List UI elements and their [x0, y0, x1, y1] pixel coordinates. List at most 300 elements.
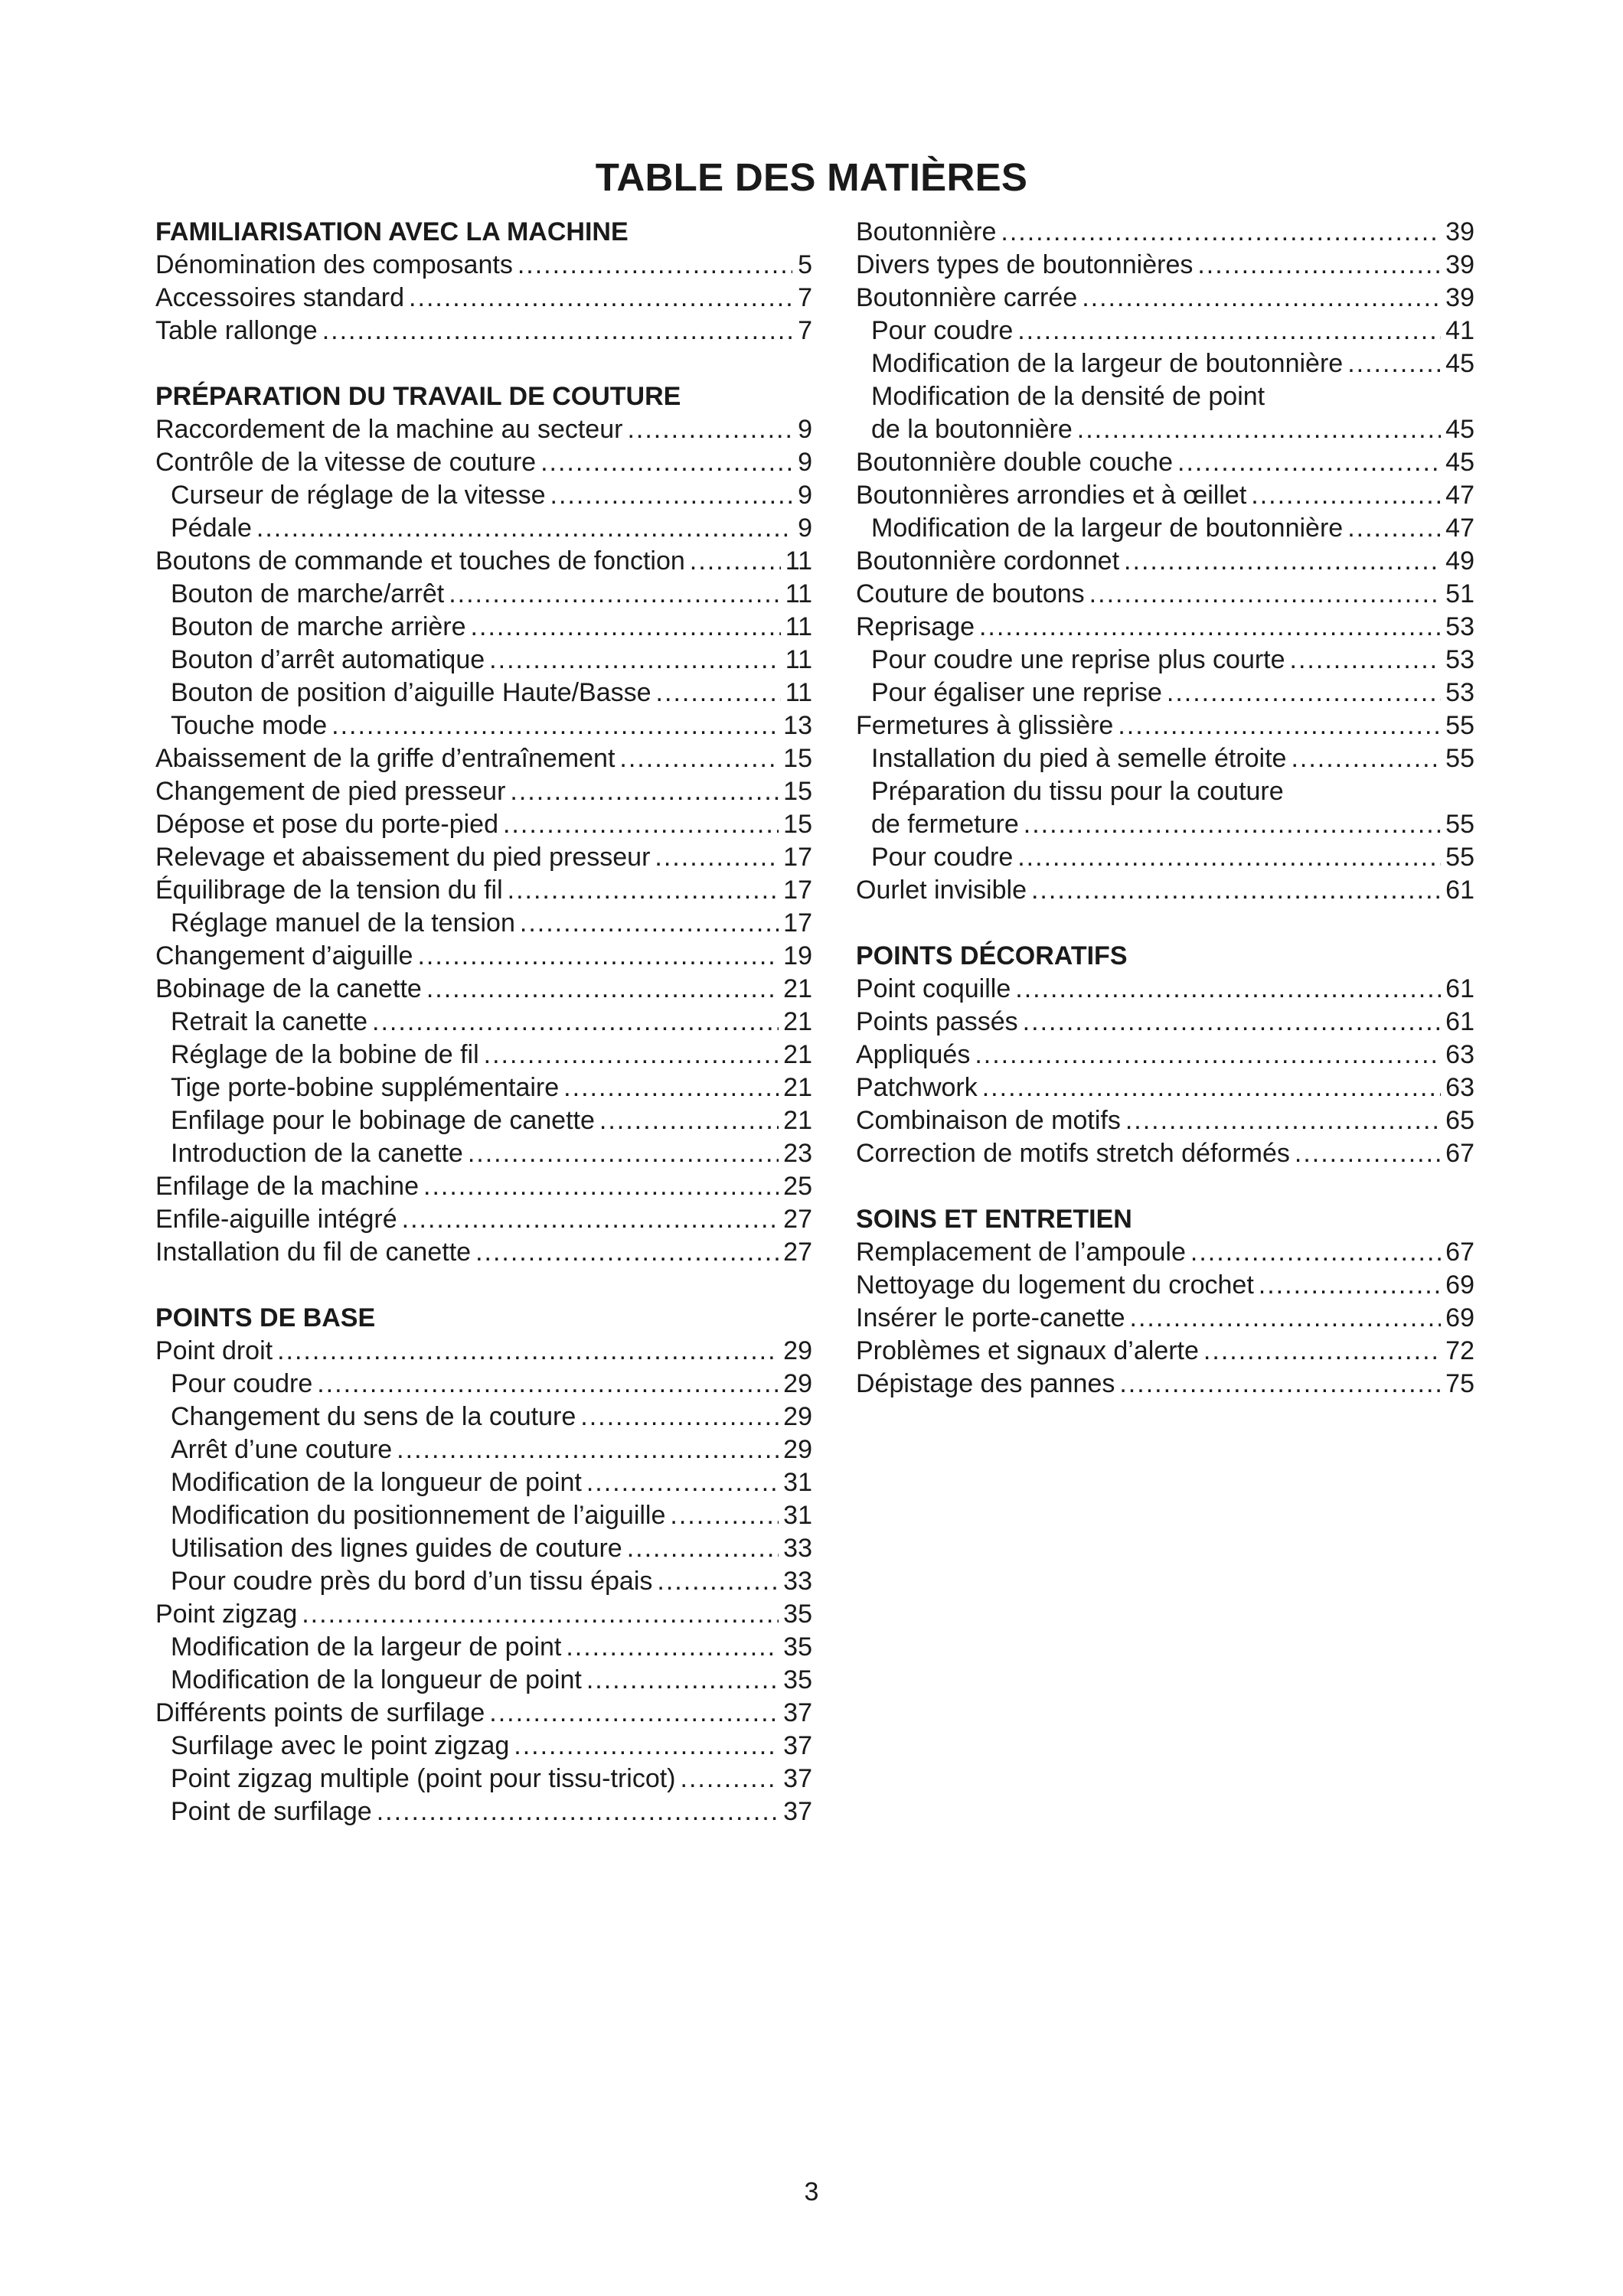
- toc-entry[interactable]: [856, 578, 1474, 611]
- entry-label: Combinaison de motifs: [856, 1106, 1121, 1135]
- entry-label: Modification du positionnement de l’aiguille: [171, 1501, 666, 1530]
- entry-page-number: 39: [1445, 217, 1474, 246]
- entry-label: Point de surfilage: [171, 1797, 372, 1826]
- entry-label: Arrêt d’une couture: [171, 1435, 393, 1464]
- toc-subentry[interactable]: [155, 677, 812, 709]
- dot-leader: [627, 1532, 779, 1565]
- entry-page-number: 63: [1445, 1040, 1474, 1069]
- toc-entry[interactable]: [856, 1071, 1474, 1104]
- toc-entry[interactable]: [155, 315, 812, 347]
- toc-entry[interactable]: [856, 1302, 1474, 1335]
- toc-subentry[interactable]: [155, 1039, 812, 1071]
- entry-label: Curseur de réglage de la vitesse: [171, 481, 546, 510]
- entry-page-number: 45: [1445, 448, 1474, 477]
- entry-label: Points passés: [856, 1007, 1018, 1036]
- toc-entry[interactable]: [155, 282, 812, 315]
- toc-subentry[interactable]: [155, 1664, 812, 1697]
- entry-label: Pour égaliser une reprise: [871, 678, 1162, 707]
- toc-subentry[interactable]: [856, 808, 1474, 841]
- entry-page-number: 7: [798, 316, 812, 345]
- entry-label: Relevage et abaissement du pied presseur: [155, 843, 651, 872]
- entry-page-number: 17: [783, 908, 812, 938]
- page-title: TABLE DES MATIÈRES: [595, 155, 1028, 199]
- entry-label: Différents points de surfilage: [155, 1698, 485, 1727]
- dot-leader: [1015, 973, 1441, 1006]
- entry-page-number: 31: [783, 1468, 812, 1497]
- dot-leader: [619, 742, 779, 775]
- toc-entry[interactable]: [856, 1137, 1474, 1170]
- entry-page-number: 7: [798, 283, 812, 312]
- dot-leader: [681, 1763, 779, 1795]
- dot-leader: [563, 1071, 779, 1104]
- toc-subentry[interactable]: [856, 380, 1474, 413]
- toc-subentry[interactable]: [155, 1071, 812, 1104]
- page-number: 3: [804, 2177, 819, 2206]
- entry-page-number: 53: [1445, 612, 1474, 641]
- dot-leader: [417, 940, 779, 973]
- dot-leader: [489, 1697, 779, 1730]
- entry-page-number: 11: [785, 546, 812, 576]
- toc-entry[interactable]: [155, 1236, 812, 1269]
- entry-page-number: 15: [783, 810, 812, 839]
- toc-entry[interactable]: [856, 1335, 1474, 1368]
- toc-subentry[interactable]: [155, 1433, 812, 1466]
- dot-leader: [514, 1730, 779, 1763]
- entry-page-number: 61: [1445, 1007, 1474, 1036]
- dot-leader: [550, 479, 793, 512]
- dot-leader: [656, 677, 781, 709]
- entry-page-number: 29: [783, 1435, 812, 1464]
- toc-subentry[interactable]: [155, 1795, 812, 1828]
- section-heading-preparation-du-travail-de-couture: PRÉPARATION DU TRAVAIL DE COUTURE: [155, 382, 681, 411]
- entry-page-number: 37: [783, 1698, 812, 1727]
- toc-entry[interactable]: [155, 1170, 812, 1203]
- entry-page-number: 37: [783, 1797, 812, 1826]
- entry-label: Dépose et pose du porte-pied: [155, 810, 498, 839]
- entry-page-number: 21: [783, 1007, 812, 1036]
- entry-page-number: 27: [783, 1238, 812, 1267]
- entry-page-number: 9: [798, 415, 812, 444]
- entry-label: Pour coudre: [871, 843, 1014, 872]
- entry-page-number: 29: [783, 1369, 812, 1398]
- dot-leader: [1077, 413, 1441, 446]
- entry-label: Boutonnière double couche: [856, 448, 1173, 477]
- toc-section: [155, 216, 812, 347]
- toc-entry[interactable]: [155, 742, 812, 775]
- toc-subentry[interactable]: [155, 709, 812, 742]
- dot-leader: [979, 611, 1441, 644]
- entry-label: Bouton de marche/arrêt: [171, 579, 445, 608]
- toc-section: [155, 380, 812, 1269]
- entry-page-number: 15: [783, 777, 812, 806]
- dot-leader: [1130, 1302, 1442, 1335]
- entry-page-number: 35: [783, 1600, 812, 1629]
- dot-leader: [518, 249, 792, 282]
- dot-leader: [256, 512, 792, 545]
- dot-leader: [510, 775, 779, 808]
- toc-subentry[interactable]: [155, 512, 812, 545]
- dot-leader: [508, 874, 779, 907]
- dot-leader: [1023, 1006, 1442, 1039]
- entry-page-number: 11: [785, 645, 812, 674]
- entry-label: Bouton d’arrêt automatique: [171, 645, 485, 674]
- entry-page-number: 61: [1445, 876, 1474, 905]
- dot-leader: [1017, 841, 1441, 874]
- entry-label: Bouton de marche arrière: [171, 612, 466, 641]
- entry-label: Dépistage des pannes: [856, 1369, 1115, 1398]
- toc-subentry[interactable]: [856, 413, 1474, 446]
- entry-page-number: 75: [1445, 1369, 1474, 1398]
- dot-leader: [484, 1039, 779, 1071]
- entry-page-number: 25: [783, 1172, 812, 1201]
- dot-leader: [655, 841, 779, 874]
- toc-subentry[interactable]: [155, 907, 812, 940]
- toc-entry[interactable]: [155, 1598, 812, 1631]
- entry-page-number: 13: [783, 711, 812, 740]
- entry-label: de fermeture: [871, 810, 1019, 839]
- dot-leader: [580, 1401, 779, 1433]
- toc-section: [856, 216, 1474, 907]
- entry-label: Table rallonge: [155, 316, 318, 345]
- entry-label: Boutons de commande et touches de fonction: [155, 546, 685, 576]
- entry-label: Raccordement de la machine au secteur: [155, 415, 623, 444]
- entry-page-number: 11: [785, 612, 812, 641]
- entry-page-number: 19: [783, 941, 812, 970]
- toc-entry[interactable]: [155, 775, 812, 808]
- dot-leader: [471, 611, 781, 644]
- entry-page-number: 55: [1445, 810, 1474, 839]
- entry-page-number: 21: [783, 1106, 812, 1135]
- entry-label: Modification de la densité de point: [871, 382, 1265, 411]
- entry-label: Équilibrage de la tension du fil: [155, 876, 503, 905]
- entry-label: Installation du pied à semelle étroite: [871, 744, 1287, 773]
- entry-page-number: 9: [798, 481, 812, 510]
- entry-label: de la boutonnière: [871, 415, 1073, 444]
- dot-leader: [322, 315, 792, 347]
- entry-label: Modification de la longueur de point: [171, 1665, 582, 1694]
- toc-entry[interactable]: [155, 545, 812, 578]
- entry-page-number: 15: [783, 744, 812, 773]
- dot-leader: [657, 1565, 779, 1598]
- toc-subentry[interactable]: [155, 1137, 812, 1170]
- entry-label: Préparation du tissu pour la couture: [871, 777, 1284, 806]
- toc-entry[interactable]: [856, 1368, 1474, 1401]
- dot-leader: [690, 545, 781, 578]
- dot-leader: [397, 1433, 779, 1466]
- dot-leader: [1031, 874, 1441, 907]
- entry-label: Patchwork: [856, 1073, 978, 1102]
- entry-page-number: 72: [1445, 1336, 1474, 1365]
- dot-leader: [1295, 1137, 1441, 1170]
- toc-section: [856, 1203, 1474, 1401]
- toc-subentry[interactable]: [155, 1730, 812, 1763]
- entry-page-number: 37: [783, 1731, 812, 1760]
- entry-page-number: 65: [1445, 1106, 1474, 1135]
- dot-leader: [1024, 808, 1441, 841]
- dot-leader: [1177, 446, 1441, 479]
- entry-label: Réglage manuel de la tension: [171, 908, 515, 938]
- entry-page-number: 39: [1445, 283, 1474, 312]
- dot-leader: [426, 973, 779, 1006]
- entry-page-number: 9: [798, 514, 812, 543]
- entry-label: Pour coudre: [871, 316, 1014, 345]
- entry-page-number: 17: [783, 843, 812, 872]
- toc-entry[interactable]: [856, 216, 1474, 249]
- toc-subentry[interactable]: [856, 347, 1474, 380]
- dot-leader: [277, 1335, 779, 1368]
- entry-label: Boutonnière: [856, 217, 997, 246]
- section-heading-points-de-base: POINTS DE BASE: [155, 1303, 376, 1332]
- toc-entry[interactable]: [856, 611, 1474, 644]
- dot-leader: [1290, 644, 1442, 677]
- entry-label: Accessoires standard: [155, 283, 405, 312]
- entry-label: Changement de pied presseur: [155, 777, 506, 806]
- entry-label: Tige porte-bobine supplémentaire: [171, 1073, 560, 1102]
- dot-leader: [1082, 282, 1441, 315]
- dot-leader: [520, 907, 779, 940]
- entry-page-number: 67: [1445, 1238, 1474, 1267]
- entry-page-number: 9: [798, 448, 812, 477]
- entry-page-number: 55: [1445, 711, 1474, 740]
- entry-label: Nettoyage du logement du crochet: [856, 1270, 1254, 1300]
- toc-subentry[interactable]: [856, 644, 1474, 677]
- entry-label: Changement d’aiguille: [155, 941, 413, 970]
- dot-leader: [566, 1631, 779, 1664]
- toc-entry[interactable]: [155, 808, 812, 841]
- dot-leader: [670, 1499, 779, 1532]
- entry-label: Point zigzag: [155, 1600, 298, 1629]
- dot-leader: [1017, 315, 1441, 347]
- toc-entry[interactable]: [856, 973, 1474, 1006]
- entry-label: Pédale: [171, 514, 252, 543]
- entry-label: Pour coudre une reprise plus courte: [871, 645, 1285, 674]
- entry-page-number: 31: [783, 1501, 812, 1530]
- toc-subentry[interactable]: [155, 611, 812, 644]
- entry-page-number: 67: [1445, 1139, 1474, 1168]
- entry-page-number: 37: [783, 1764, 812, 1793]
- toc-subentry[interactable]: [155, 1763, 812, 1795]
- entry-page-number: 23: [783, 1139, 812, 1168]
- dot-leader: [1259, 1269, 1441, 1302]
- dot-leader: [377, 1795, 779, 1828]
- toc-entry[interactable]: [155, 874, 812, 907]
- entry-page-number: 29: [783, 1402, 812, 1431]
- dot-leader: [1124, 545, 1441, 578]
- dot-leader: [540, 446, 792, 479]
- entry-page-number: 21: [783, 1073, 812, 1102]
- toc-entry[interactable]: [155, 249, 812, 282]
- toc-section: [856, 940, 1474, 1170]
- toc-subentry[interactable]: [155, 1006, 812, 1039]
- entry-page-number: 21: [783, 1040, 812, 1069]
- entry-page-number: 11: [785, 678, 812, 707]
- toc-subentry[interactable]: [155, 1104, 812, 1137]
- dot-leader: [1118, 709, 1441, 742]
- dot-leader: [1197, 249, 1441, 282]
- entry-label: Divers types de boutonnières: [856, 250, 1194, 279]
- toc-subentry[interactable]: [155, 1499, 812, 1532]
- dot-leader: [599, 1104, 779, 1137]
- toc-entry[interactable]: [155, 413, 812, 446]
- entry-label: Boutonnières arrondies et à œillet: [856, 481, 1247, 510]
- entry-label: Boutonnière carrée: [856, 283, 1078, 312]
- dot-leader: [423, 1170, 779, 1203]
- entry-label: Bouton de position d’aiguille Haute/Basse: [171, 678, 651, 707]
- entry-label: Enfile-aiguille intégré: [155, 1205, 397, 1234]
- toc-entry[interactable]: [155, 446, 812, 479]
- entry-label: Enfilage pour le bobinage de canette: [171, 1106, 595, 1135]
- entry-page-number: 47: [1445, 481, 1474, 510]
- dot-leader: [1001, 216, 1441, 249]
- entry-label: Surfilage avec le point zigzag: [171, 1731, 510, 1760]
- dot-leader: [1190, 1236, 1441, 1269]
- toc-subentry[interactable]: [856, 315, 1474, 347]
- entry-page-number: 47: [1445, 514, 1474, 543]
- entry-label: Introduction de la canette: [171, 1139, 463, 1168]
- entry-page-number: 11: [785, 579, 812, 608]
- toc-entry[interactable]: [856, 282, 1474, 315]
- toc-entry[interactable]: [856, 1039, 1474, 1071]
- toc-entry[interactable]: [856, 1104, 1474, 1137]
- dot-leader: [317, 1368, 779, 1401]
- entry-label: Utilisation des lignes guides de couture: [171, 1534, 622, 1563]
- toc-entry[interactable]: [155, 1697, 812, 1730]
- entry-label: Changement du sens de la couture: [171, 1402, 576, 1431]
- entry-page-number: 29: [783, 1336, 812, 1365]
- section-heading-points-decoratifs: POINTS DÉCORATIFS: [856, 941, 1128, 970]
- toc-subentry[interactable]: [155, 578, 812, 611]
- toc-entry[interactable]: [856, 446, 1474, 479]
- entry-label: Réglage de la bobine de fil: [171, 1040, 479, 1069]
- dot-leader: [982, 1071, 1441, 1104]
- toc-subentry[interactable]: [155, 1401, 812, 1433]
- toc-subentry[interactable]: [155, 644, 812, 677]
- toc-subentry[interactable]: [856, 742, 1474, 775]
- entry-page-number: 63: [1445, 1073, 1474, 1102]
- entry-label: Appliqués: [856, 1040, 971, 1069]
- section-heading-soins-et-entretien: SOINS ET ENTRETIEN: [856, 1205, 1132, 1234]
- dot-leader: [331, 709, 779, 742]
- dot-leader: [586, 1466, 779, 1499]
- entry-label: Bobinage de la canette: [155, 974, 422, 1003]
- toc-section: [155, 1302, 812, 1828]
- dot-leader: [409, 282, 792, 315]
- entry-label: Contrôle de la vitesse de couture: [155, 448, 537, 477]
- entry-page-number: 53: [1445, 678, 1474, 707]
- dot-leader: [302, 1598, 779, 1631]
- entry-page-number: 33: [783, 1567, 812, 1596]
- entry-page-number: 35: [783, 1665, 812, 1694]
- entry-page-number: 45: [1445, 349, 1474, 378]
- entry-page-number: 39: [1445, 250, 1474, 279]
- toc-left-column: [155, 216, 812, 1861]
- toc-entry[interactable]: [856, 1269, 1474, 1302]
- toc-entry[interactable]: [155, 841, 812, 874]
- dot-leader: [1251, 479, 1441, 512]
- entry-label: Pour coudre: [171, 1369, 313, 1398]
- toc-entry[interactable]: [856, 709, 1474, 742]
- toc-subentry[interactable]: [155, 1565, 812, 1598]
- entry-label: Modification de la largeur de boutonnière: [871, 349, 1344, 378]
- dot-leader: [1167, 677, 1441, 709]
- dot-leader: [449, 578, 781, 611]
- entry-label: Touche mode: [171, 711, 328, 740]
- toc-entry[interactable]: [155, 973, 812, 1006]
- entry-label: Problèmes et signaux d’alerte: [856, 1336, 1199, 1365]
- section-heading-familiarisation-avec-la-machine: FAMILIARISATION AVEC LA MACHINE: [155, 217, 629, 246]
- toc-entry[interactable]: [856, 1236, 1474, 1269]
- dot-leader: [489, 644, 781, 677]
- toc-subentry[interactable]: [155, 1368, 812, 1401]
- dot-leader: [1347, 347, 1441, 380]
- toc-subentry[interactable]: [856, 841, 1474, 874]
- entry-page-number: 27: [783, 1205, 812, 1234]
- toc-entry[interactable]: [856, 874, 1474, 907]
- entry-label: Point coquille: [856, 974, 1011, 1003]
- toc-entry[interactable]: [856, 1006, 1474, 1039]
- dot-leader: [1291, 742, 1441, 775]
- dot-leader: [1119, 1368, 1441, 1401]
- entry-page-number: 17: [783, 876, 812, 905]
- toc-subentry[interactable]: [155, 1466, 812, 1499]
- entry-label: Retrait la canette: [171, 1007, 368, 1036]
- toc-subentry[interactable]: [155, 479, 812, 512]
- toc-entry[interactable]: [155, 940, 812, 973]
- entry-page-number: 33: [783, 1534, 812, 1563]
- entry-page-number: 41: [1445, 316, 1474, 345]
- toc-subentry[interactable]: [155, 1532, 812, 1565]
- toc-subentry[interactable]: [856, 775, 1474, 808]
- dot-leader: [627, 413, 792, 446]
- entry-label: Fermetures à glissière: [856, 711, 1114, 740]
- dot-leader: [402, 1203, 779, 1236]
- dot-leader: [1089, 578, 1442, 611]
- dot-leader: [1125, 1104, 1441, 1137]
- entry-label: Couture de boutons: [856, 579, 1085, 608]
- entry-label: Insérer le porte-canette: [856, 1303, 1125, 1332]
- dot-leader: [475, 1236, 779, 1269]
- toc-entry[interactable]: [155, 1335, 812, 1368]
- entry-page-number: 35: [783, 1632, 812, 1662]
- dot-leader: [975, 1039, 1441, 1071]
- toc-subentry[interactable]: [856, 512, 1474, 545]
- dot-leader: [372, 1006, 779, 1039]
- toc-entry[interactable]: [856, 545, 1474, 578]
- dot-leader: [1203, 1335, 1441, 1368]
- toc-subentry[interactable]: [155, 1631, 812, 1664]
- dot-leader: [468, 1137, 779, 1170]
- entry-label: Dénomination des composants: [155, 250, 513, 279]
- toc-entry[interactable]: [856, 479, 1474, 512]
- entry-label: Point zigzag multiple (point pour tissu-tricot): [171, 1764, 676, 1793]
- entry-label: Enfilage de la machine: [155, 1172, 420, 1201]
- toc-entry[interactable]: [155, 1203, 812, 1236]
- toc-subentry[interactable]: [856, 677, 1474, 709]
- entry-label: Installation du fil de canette: [155, 1238, 472, 1267]
- entry-label: Abaissement de la griffe d’entraînement: [155, 744, 616, 773]
- entry-page-number: 69: [1445, 1303, 1474, 1332]
- entry-label: Modification de la longueur de point: [171, 1468, 582, 1497]
- dot-leader: [1347, 512, 1441, 545]
- entry-page-number: 55: [1445, 744, 1474, 773]
- entry-label: Correction de motifs stretch déformés: [856, 1139, 1290, 1168]
- toc-entry[interactable]: [856, 249, 1474, 282]
- toc-right-column: [856, 216, 1474, 1433]
- entry-page-number: 61: [1445, 974, 1474, 1003]
- entry-page-number: 69: [1445, 1270, 1474, 1300]
- entry-page-number: 53: [1445, 645, 1474, 674]
- dot-leader: [586, 1664, 779, 1697]
